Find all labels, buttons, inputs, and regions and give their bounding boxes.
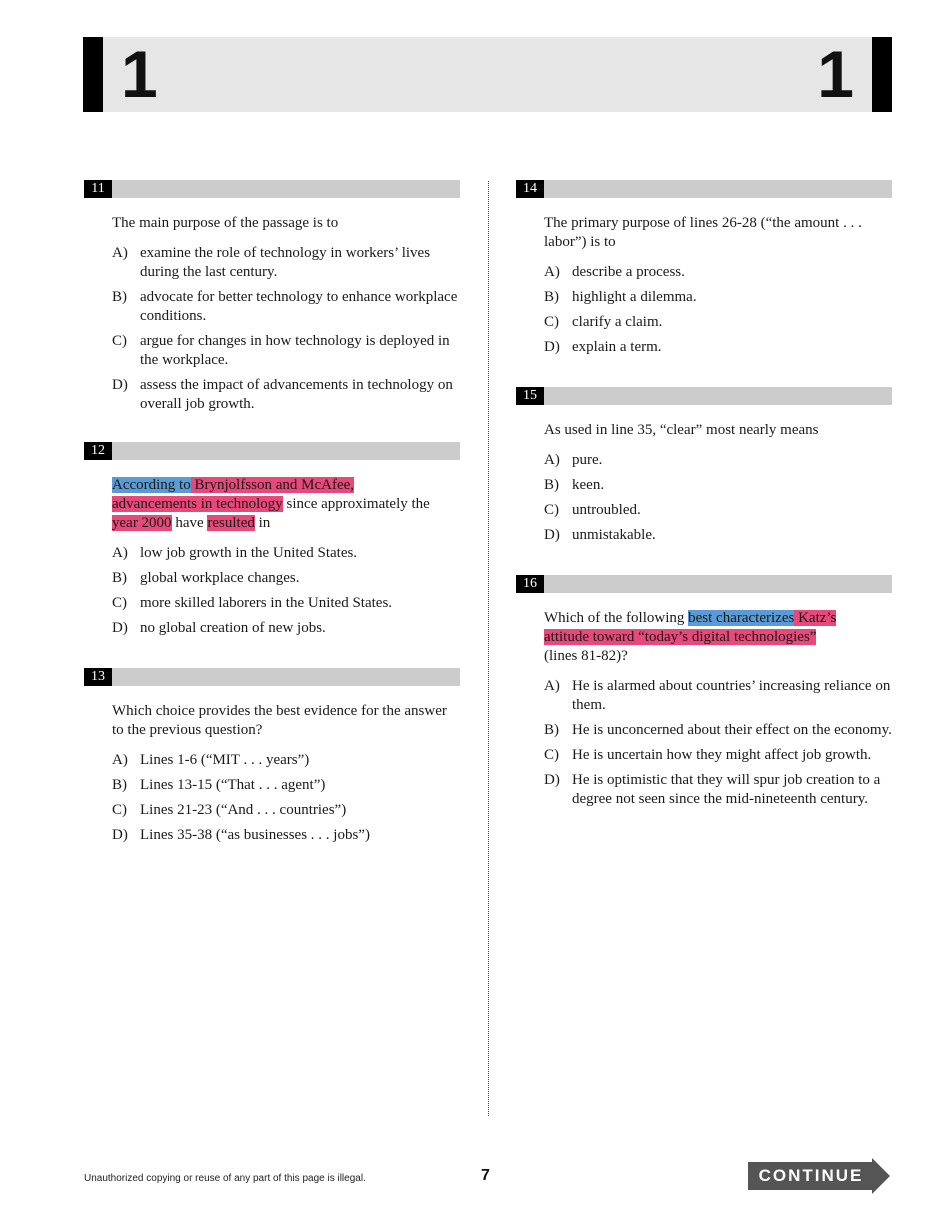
question-14: [516, 180, 892, 363]
answer-choices: [112, 544, 460, 638]
answer-choice-a[interactable]: A) pure.: [544, 452, 603, 468]
answer-choice-c[interactable]: C) He is uncertain how they might affect job growth.: [544, 747, 872, 763]
answer-choice-d[interactable]: D) no global creation of new jobs.: [112, 620, 326, 636]
highlighted-text[interactable]: Katz’s: [794, 610, 837, 626]
answer-choice-c[interactable]: C) argue for changes in how technology is deployed in the workplace.: [112, 333, 450, 368]
section-number-right: 1: [817, 37, 854, 111]
question-13: [84, 668, 460, 851]
question-number: 13: [84, 668, 112, 686]
question-number: 11: [84, 180, 112, 198]
section-number-left: 1: [121, 37, 158, 111]
answer-choice-b[interactable]: B) highlight a dilemma.: [544, 289, 697, 305]
page-number: 7: [481, 1167, 490, 1184]
answer-choice-c[interactable]: C) untroubled.: [544, 502, 641, 518]
question-header: [516, 575, 892, 593]
answer-choice-b[interactable]: B) Lines 13-15 (“That . . . agent”): [112, 777, 326, 793]
question-header: [516, 180, 892, 198]
continue-button[interactable]: [748, 1158, 890, 1194]
answer-choice-d[interactable]: D) unmistakable.: [544, 527, 656, 543]
question-12: [84, 442, 460, 644]
answer-choices: [544, 451, 892, 545]
answer-choices: [112, 244, 460, 414]
answer-choice-b[interactable]: B) advocate for better technology to enhance workplace conditions.: [112, 289, 458, 324]
question-stem: Which of the following best characterizes Katz’s attitude toward “today’s digital technologies” (lines 81-82)?: [544, 610, 837, 664]
question-number: 12: [84, 442, 112, 460]
question-stem: Which choice provides the best evidence for the answer to the previous question?: [112, 703, 447, 738]
section-bar-left-block: [83, 37, 103, 112]
answer-choice-d[interactable]: D) He is optimistic that they will spur job creation to a degree not seen since the mid-nineteenth century.: [544, 772, 881, 807]
section-bar-right-block: [872, 37, 892, 112]
highlighted-text[interactable]: best characterizes: [688, 610, 795, 626]
continue-label: CONTINUE: [758, 1166, 864, 1185]
question-number: 14: [516, 180, 544, 198]
answer-choice-b[interactable]: B) keen.: [544, 477, 605, 493]
question-header: [516, 387, 892, 405]
answer-choice-b[interactable]: B) He is unconcerned about their effect on the economy.: [544, 722, 892, 738]
answer-choice-a[interactable]: A) examine the role of technology in workers’ lives during the last century.: [112, 245, 431, 280]
highlighted-text[interactable]: resulted: [207, 515, 255, 531]
column-divider: [488, 181, 489, 1116]
highlighted-text[interactable]: toward “today’s digital technologies”: [589, 629, 817, 645]
question-header: [84, 442, 460, 460]
question-stem: According to Brynjolfsson and McAfee, advancements in technology since approximately the year 2000 have resulted in: [112, 477, 430, 531]
highlighted-text[interactable]: According to: [112, 477, 191, 493]
answer-choice-c[interactable]: C) Lines 21-23 (“And . . . countries”): [112, 802, 347, 818]
question-16: [516, 575, 892, 815]
question-stem: As used in line 35, “clear” most nearly means: [544, 422, 819, 438]
question-stem: The primary purpose of lines 26-28 (“the amount . . . labor”) is to: [544, 215, 862, 250]
answer-choices: [112, 751, 460, 845]
answer-choice-a[interactable]: A) Lines 1-6 (“MIT . . . years”): [112, 752, 310, 768]
highlighted-text[interactable]: Brynjolfsson and McAfee,: [190, 477, 355, 493]
answer-choice-d[interactable]: D) assess the impact of advancements in technology on overall job growth.: [112, 377, 453, 412]
question-header: [84, 668, 460, 686]
question-stem: The main purpose of the passage is to: [112, 215, 339, 231]
highlighted-text[interactable]: advancements in technology: [112, 496, 283, 512]
question-number: 15: [516, 387, 544, 405]
answer-choice-b[interactable]: B) global workplace changes.: [112, 570, 300, 586]
highlighted-text[interactable]: attitude: [544, 629, 589, 645]
answer-choice-a[interactable]: A) He is alarmed about countries’ increasing reliance on them.: [544, 678, 891, 713]
answer-choice-a[interactable]: A) describe a process.: [544, 264, 685, 280]
question-15: [516, 387, 892, 551]
answer-choice-c[interactable]: C) more skilled laborers in the United States.: [112, 595, 393, 611]
answer-choice-a[interactable]: A) low job growth in the United States.: [112, 545, 358, 561]
question-11: [84, 180, 460, 420]
answer-choices: [544, 263, 892, 357]
question-number: 16: [516, 575, 544, 593]
answer-choice-c[interactable]: C) clarify a claim.: [544, 314, 663, 330]
question-header: [84, 180, 460, 198]
highlighted-text[interactable]: year 2000: [112, 515, 172, 531]
section-header: [83, 37, 892, 112]
legal-notice: Unauthorized copying or reuse of any part of this page is illegal.: [84, 1173, 366, 1184]
answer-choice-d[interactable]: D) Lines 35-38 (“as businesses . . . jobs”): [112, 827, 370, 843]
answer-choices: [544, 677, 892, 809]
answer-choice-d[interactable]: D) explain a term.: [544, 339, 662, 355]
